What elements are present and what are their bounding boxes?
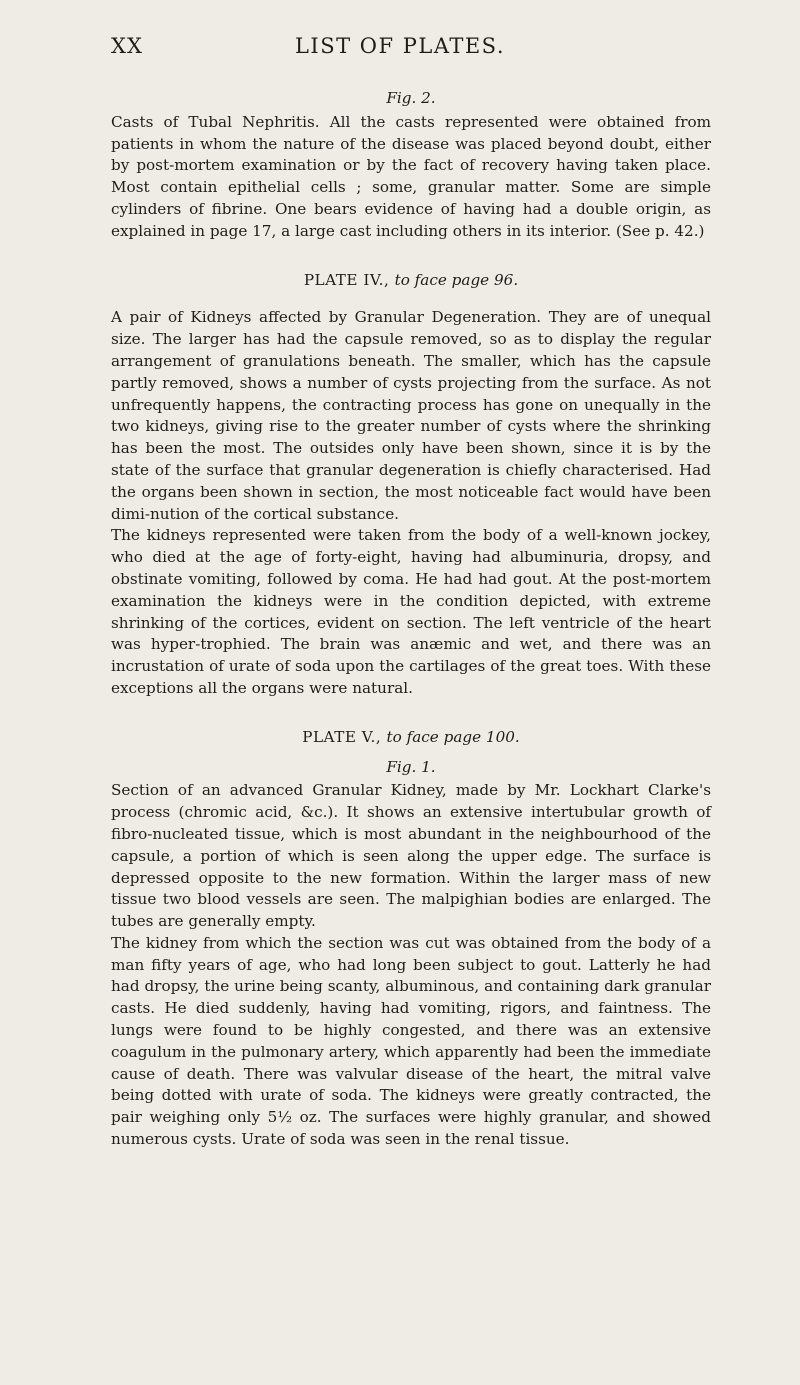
plate-iv-paragraph-2: The kidneys represented were taken from the body of a well-known jockey, who died at the age of forty-eight, having had albuminuria, dropsy, and obstinate vomiting, followed by coma. He had had gout. At the post-mortem examination the kidneys were in the condition depicted, with extreme shrinking of the cortices, evident on section. The left ventricle of the heart was hyper-trophied. The brain was anæmic and wet, and there was an incrustation of urate of soda upon the cartilages of the great toes. With these exceptions all the organs were natural. xyxy=(111,526,711,697)
plate-v-title: PLATE V., xyxy=(302,727,382,746)
figure-label-fig2: Fig. 2. xyxy=(386,89,436,107)
plate-iv-title: PLATE IV., xyxy=(303,270,390,289)
page-number: XX xyxy=(111,34,143,58)
fig2-description: Casts of Tubal Nephritis. All the casts represented were obtained from patients in whom the nature of the disease was placed beyond doubt, either by post-mortem examination or by the fact of recovery having taken place. Most contain epithelial cells ; some, granular matter. Some are simple cylinders of fibrine. One bears evidence of having had a double origin, as explained in page 17, a large cast including others in its interior. (See p. 42.) xyxy=(111,112,711,240)
figure-label-plate-v-fig1: Fig. 1. xyxy=(386,757,436,776)
plate-v-heading xyxy=(111,727,711,749)
page-body xyxy=(111,88,711,1151)
plate-v-location: to face page 100. xyxy=(386,727,520,746)
plate-iv-heading xyxy=(111,270,711,292)
plate-v-paragraph-2: The kidney from which the section was cut was obtained from the body of a man fifty years of age, who had long been subject to gout. Latterly he had had dropsy, the urine being scanty, albuminous, and containing dark granular casts. He died suddenly, having had vomiting, rigors, and faintness. The lungs were found to be highly congested, and there was an extensive coagulum in the pulmonary artery, which apparently had been the immediate cause of death. There was valvular disease of the heart, the mitral valve being dotted with urate of soda. The kidneys were greatly contracted, the pair weighing only 5½ oz. The surfaces were highly granular, and showed numerous cysts. Urate of soda was seen in the renal tissue. xyxy=(111,933,711,1149)
plate-v-paragraph-1: Section of an advanced Granular Kidney, made by Mr. Lockhart Clarke's process (chromic acid, &c.). It shows an extensive intertubular growth of fibro-nucleated tissue, which is most abundant in the neighbourhood of the capsule, a portion of which is seen along the upper edge. The surface is depressed opposite to the new formation. Within the larger mass of new tissue two blood vessels are seen. The malpighian bodies are enlarged. The tubes are generally empty. xyxy=(111,781,711,931)
plate-iv-location: to face page 96. xyxy=(394,270,519,289)
page-header xyxy=(0,34,800,74)
running-title: LIST OF PLATES. xyxy=(294,34,505,58)
plate-iv-paragraph-1: A pair of Kidneys affected by Granular Degeneration. They are of unequal size. The larger has had the capsule removed, so as to display the regular arrangement of granulations beneath. The smaller, which has the capsule partly removed, shows a number of cysts projecting from the surface. As not unfrequently happens, the contracting process has gone on unequally in the two kidneys, giving rise to the greater number of cysts where the shrinking has been the most. The outsides only have been shown, since it is by the state of the surface that granular degeneration is chiefly characterised. Had the organs been shown in section, the most noticeable fact would have been dimi-nution of the cortical substance. xyxy=(111,308,711,523)
